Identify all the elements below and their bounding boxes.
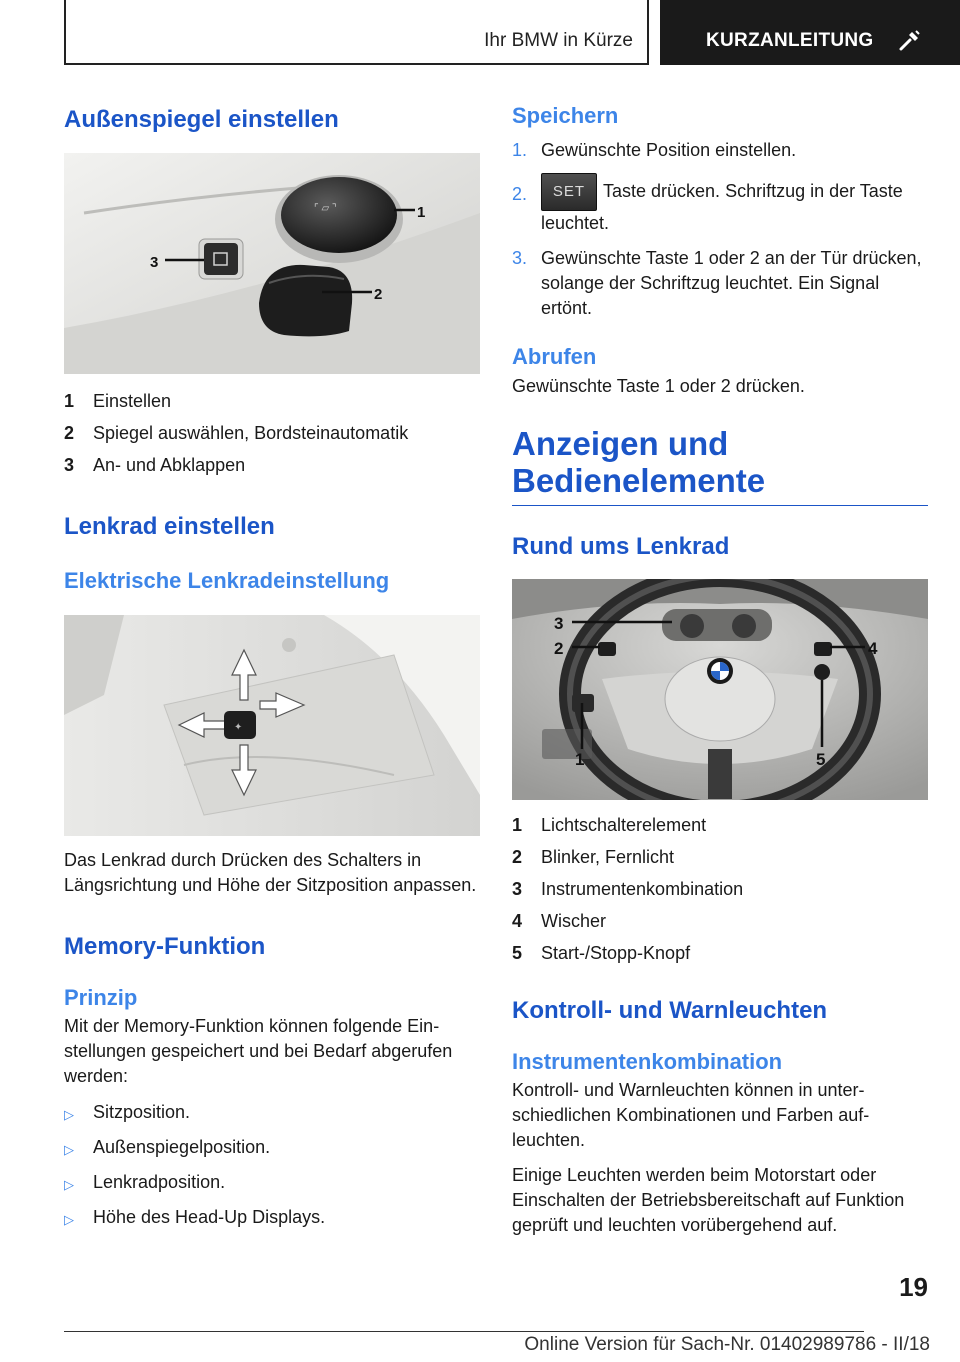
- svg-text:1: 1: [575, 750, 585, 769]
- recall-paragraph: Gewünschte Taste 1 oder 2 drücken.: [512, 376, 805, 396]
- list-item: 5 Start-/Stopp-Knopf: [512, 943, 691, 963]
- steering-switch-illustration: [64, 615, 480, 836]
- list-item: ▷ Höhe des Head-Up Displays.: [64, 1206, 480, 1231]
- header-title-box: [64, 0, 649, 65]
- list-item: 2 Spiegel auswählen, Bordsteinautomatik: [64, 423, 409, 443]
- list-item: 1. Gewünschte Position einstellen.: [512, 140, 797, 160]
- list-item: 3. Gewünschte Taste 1 oder 2 an der Tür drücken, solange der Schriftzug leuchtet. Ein Signal ertönt.: [512, 248, 922, 318]
- svg-text:3: 3: [554, 614, 564, 633]
- svg-text:3: 3: [150, 254, 159, 271]
- page-number: 19: [899, 1272, 928, 1302]
- steering-switch-figure: [64, 615, 480, 836]
- memory-heading: Memory-Funktion: [64, 933, 266, 960]
- footer-divider: [64, 1331, 864, 1332]
- svg-text:⌜ ▱ ⌝: ⌜ ▱ ⌝: [314, 203, 337, 214]
- controls-heading-block: [512, 425, 928, 506]
- svg-text:2: 2: [374, 286, 383, 303]
- warning-heading: Kontroll- und Warnleuchten: [512, 997, 828, 1024]
- left-column: [64, 100, 480, 1241]
- controls-heading-line1: Anzeigen und: [512, 425, 729, 462]
- controls-heading-line2: Bedienelemente: [512, 462, 766, 499]
- steering-paragraph: Das Lenkrad durch Drücken des Schalters in Längsrichtung und Höhe der Sitzposition anpassen.: [64, 850, 477, 895]
- list-item: 3 An- und Abklappen: [64, 455, 246, 475]
- list-item: 2 Blinker, Fernlicht: [512, 847, 675, 867]
- wheel-legend: [512, 814, 928, 964]
- list-item: ▷ Lenkradposition.: [64, 1171, 480, 1196]
- principle-bullet-list: [64, 1101, 480, 1231]
- wrench-icon: [898, 28, 922, 52]
- save-steps: [512, 138, 928, 321]
- mirror-controls-illustration: [64, 153, 480, 374]
- footer-text: Online Version für Sach-Nr. 01402989786 - II/18: [524, 1334, 930, 1355]
- principle-heading: Prinzip: [64, 985, 138, 1010]
- triangle-bullet-icon: ▷: [64, 1142, 74, 1157]
- triangle-bullet-icon: ▷: [64, 1107, 74, 1122]
- list-item: ▷ Sitzposition.: [64, 1101, 480, 1126]
- wheel-heading: Rund ums Lenkrad: [512, 533, 730, 560]
- steering-subheading: Elektrische Lenkradeinstellung: [64, 568, 390, 593]
- right-column: [512, 100, 928, 1238]
- list-item: 1 Lichtschalterelement: [512, 815, 707, 835]
- svg-text:2: 2: [554, 639, 564, 658]
- steering-wheel-illustration: [512, 579, 928, 800]
- steering-heading: Lenkrad einstellen: [64, 513, 275, 540]
- list-item: 1 Einstellen: [64, 391, 172, 411]
- list-item: 4 Wischer: [512, 911, 607, 931]
- svg-text:1: 1: [417, 204, 426, 221]
- triangle-bullet-icon: ▷: [64, 1177, 74, 1192]
- mirror-heading: Außenspiegel einstellen: [64, 106, 339, 133]
- mirror-legend: [64, 390, 480, 476]
- cluster-heading: Instrumentenkombination: [512, 1049, 783, 1074]
- steering-wheel-figure: [512, 579, 928, 800]
- cluster-paragraph-2: Einige Leuchten werden beim Motorstart oder Einschalten der Betriebsbereitschaft auf Funktion geprüft und leuchten vorübergehend auf.: [512, 1165, 905, 1235]
- svg-text:4: 4: [868, 639, 878, 658]
- principle-paragraph: Mit der Memory-Funktion können folgende Einstellungen gespeichert und bei Bedarf abgerufen werden:: [64, 1016, 453, 1086]
- svg-text:5: 5: [816, 750, 826, 769]
- list-item: ▷ Außenspiegelposition.: [64, 1136, 480, 1161]
- mirror-controls-figure: [64, 153, 480, 374]
- header-section-label: KURZANLEITUNG: [706, 30, 874, 51]
- cluster-paragraph-1: Kontroll- und Warnleuchten können in unterschiedlichen Kombinationen und Farben aufleuchten.: [512, 1080, 870, 1150]
- list-item: 3 Instrumentenkombination: [512, 879, 744, 899]
- save-heading: Speichern: [512, 103, 619, 128]
- list-item: 2. SET Taste drücken. Schriftzug in der Taste leuchtet.: [512, 173, 928, 236]
- svg-text:✦: ✦: [234, 722, 243, 733]
- set-key-icon: SET: [541, 173, 597, 211]
- triangle-bullet-icon: ▷: [64, 1212, 74, 1227]
- header-section-box: [660, 0, 960, 65]
- recall-heading: Abrufen: [512, 344, 597, 369]
- header-title: Ihr BMW in Kürze: [484, 30, 633, 51]
